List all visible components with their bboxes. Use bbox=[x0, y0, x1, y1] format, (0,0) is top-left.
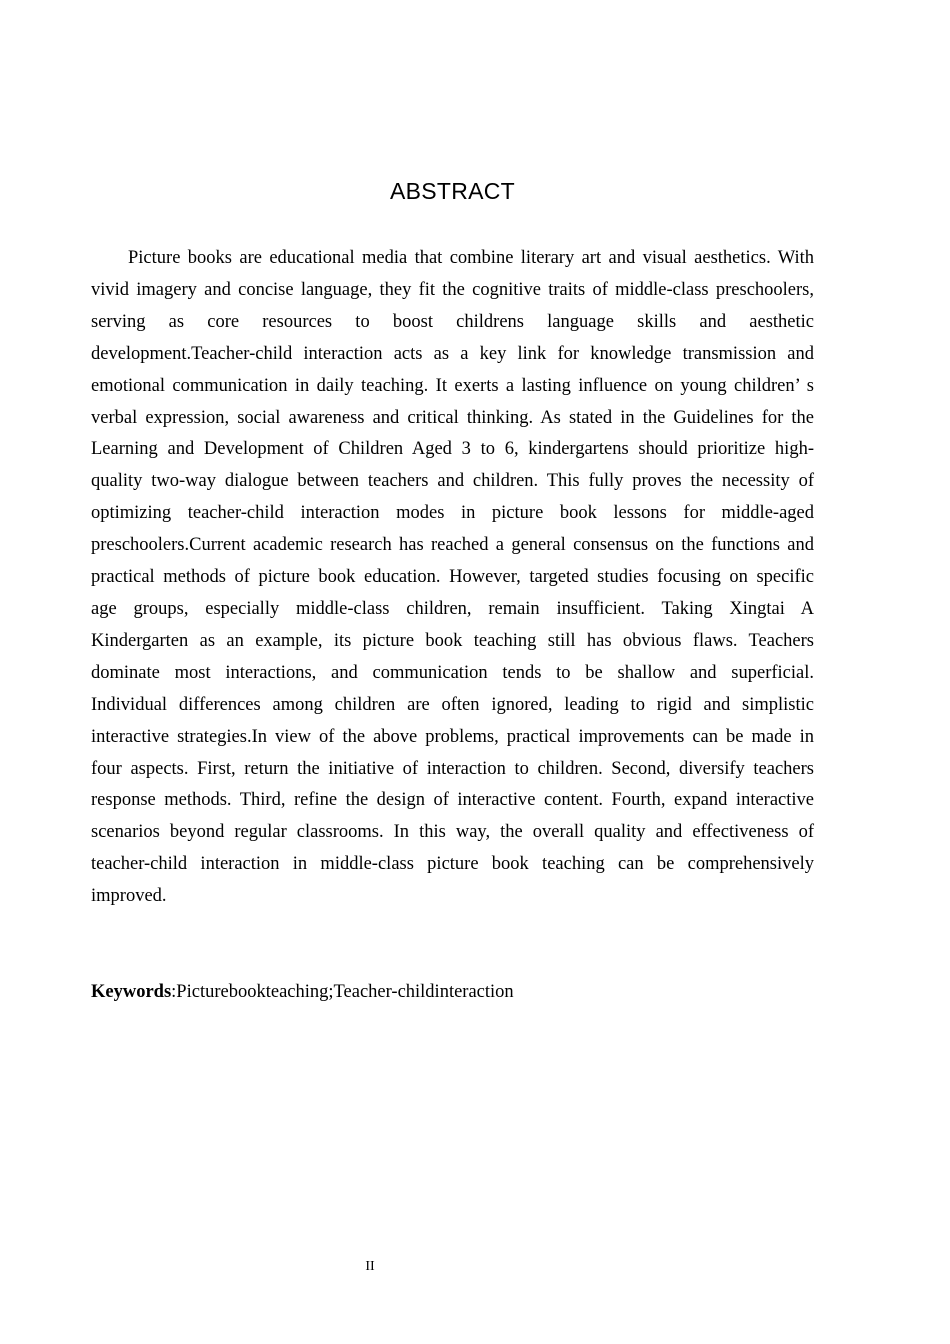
abstract-paragraph: Picture books are educational media that combine literary art and visual aesthetics. With vivid imagery and concise language, they fit the cognitive traits of middle-class preschoolers, serving as core resources to boost childrens language skills and aesthetic development.Teacher-child interaction acts as a key link for knowledge transmission and emotional communication in daily teaching. It exerts a lasting influence on young children’ s verbal expression, social awareness and critical thinking. As stated in the Guidelines for the Learning and Development of Children Aged 3 to 6, kindergartens should prioritize high-quality two-way dialogue between teachers and children. This fully proves the necessity of optimizing teacher-child interaction modes in picture book lessons for middle-aged preschoolers.Current academic research has reached a general consensus on the functions and practical methods of picture book education. However, targeted studies focusing on specific age groups, especially middle-class children, remain insufficient. Taking Xingtai A Kindergarten as an example, its picture book teaching still has obvious flaws. Teachers dominate most interactions, and communication tends to be shallow and superficial. Individual differences among children are often ignored, leading to rigid and simplistic interactive strategies.In view of the above problems, practical improvements can be made in four aspects. First, return the initiative of interaction to children. Second, diversify teachers response methods. Third, refine the design of interactive content. Fourth, expand interactive scenarios beyond regular classrooms. In this way, the overall quality and effectiveness of teacher-child interaction in middle-class picture book teaching can be comprehensively improved. bbox=[91, 248, 814, 907]
keywords-label: Keywords bbox=[91, 982, 172, 1002]
page-title: ABSTRACT bbox=[389, 178, 516, 204]
keywords-line bbox=[91, 978, 814, 1006]
page-number: II bbox=[365, 1259, 375, 1274]
keywords-text: :Picturebookteaching;Teacher-childinteraction bbox=[171, 982, 514, 1002]
